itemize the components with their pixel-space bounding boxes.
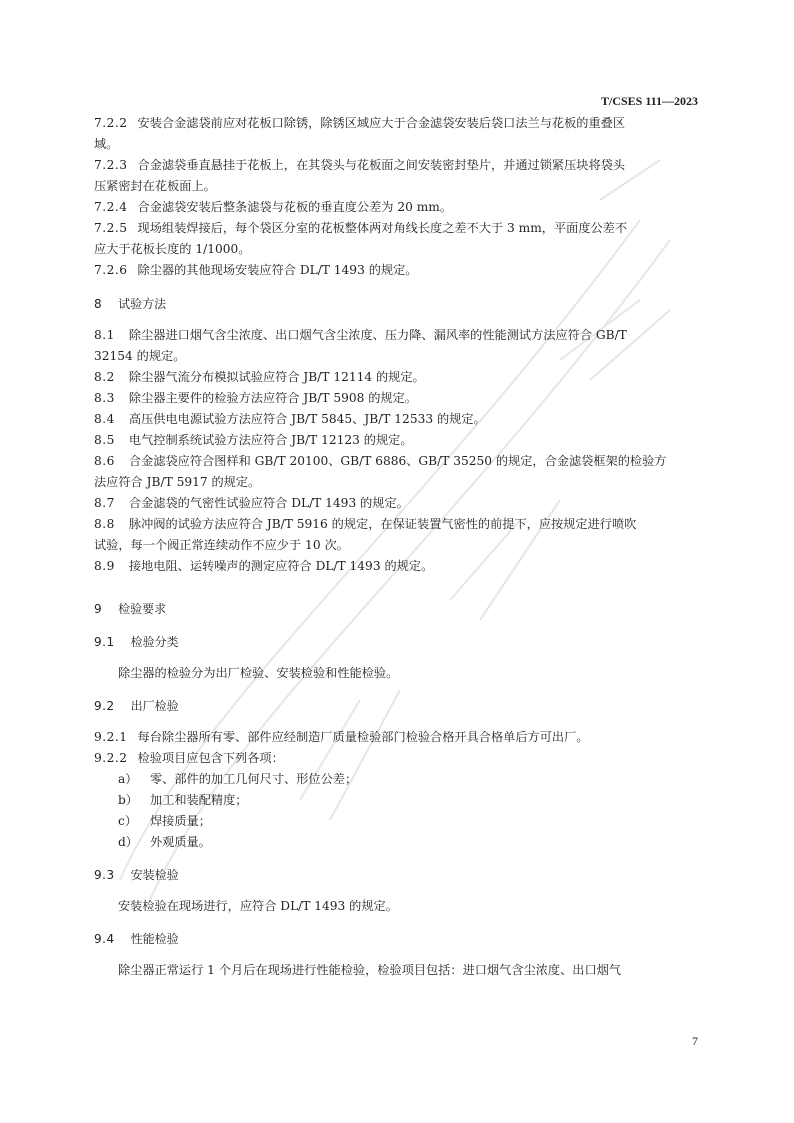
clause-text: 安装合金滤袋前应对花板口除锈，除锈区域应大于合金滤袋安装后袋口法兰与花板的重叠区 xyxy=(137,116,626,130)
clause-8-2 xyxy=(94,367,698,388)
clause-number: 7.2.6 xyxy=(94,263,128,277)
clause-9-2-1 xyxy=(94,727,698,748)
clause-8-1 xyxy=(94,325,698,346)
paragraph: 除尘器的检验分为出厂检验、安装检验和性能检验。 xyxy=(118,666,399,680)
clause-number: 8.8 xyxy=(94,517,115,531)
clause-text: 合金滤袋安装后整条滤袋与花板的垂直度公差为 20 mm。 xyxy=(137,200,453,214)
clause-text: 合金滤袋垂直悬挂于花板上，在其袋头与花板面之间安装密封垫片，并通过锁紧压块将袋头 xyxy=(137,158,626,172)
document-id-header: T/CSES 111—2023 xyxy=(600,94,698,108)
clause-number: 8.2 xyxy=(94,370,115,384)
subsection-number: 9.3 xyxy=(94,868,115,882)
clause-7-2-6 xyxy=(94,260,698,281)
clause-text: 检验项目应包含下列各项： xyxy=(137,751,284,765)
list-item xyxy=(94,811,698,832)
clause-number: 9.2.1 xyxy=(94,730,128,744)
paragraph: 安装检验在现场进行，应符合 DL/T 1493 的规定。 xyxy=(118,899,398,913)
clause-continuation: 试验，每一个阀正常连续动作不应少于 10 次。 xyxy=(94,538,349,552)
list-item xyxy=(94,790,698,811)
subsection-heading-9-4 xyxy=(94,929,698,950)
clause-text: 高压供电电源试验方法应符合 JB/T 5845、JB/T 12533 的规定。 xyxy=(128,412,486,426)
clause-8-9 xyxy=(94,556,698,577)
clause-7-2-5 xyxy=(94,218,698,239)
subsection-heading-9-1 xyxy=(94,632,698,653)
section-heading-9 xyxy=(94,599,698,620)
section-number: 8 xyxy=(94,297,103,311)
clause-8-8 xyxy=(94,514,698,535)
clause-7-2-2 xyxy=(94,113,698,134)
list-marker: d） xyxy=(118,835,138,849)
list-text: 零、部件的加工几何尺寸、形位公差； xyxy=(150,772,358,786)
clause-8-5 xyxy=(94,430,698,451)
clause-text: 现场组装焊接后，每个袋区分室的花板整体两对角线长度之差不大于 3 mm，平面度公差不 xyxy=(137,221,628,235)
section-title: 试验方法 xyxy=(118,297,167,311)
clause-continuation: 应大于花板长度的 1/1000。 xyxy=(94,242,251,256)
subsection-number: 9.4 xyxy=(94,932,115,946)
clause-continuation: 32154 的规定。 xyxy=(94,349,186,363)
list-text: 加工和装配精度； xyxy=(150,793,248,807)
subsection-title: 出厂检验 xyxy=(130,699,179,713)
section-number: 9 xyxy=(94,602,103,616)
subsection-number: 9.1 xyxy=(94,635,115,649)
subsection-heading-9-3 xyxy=(94,865,698,886)
clause-number: 8.5 xyxy=(94,433,115,447)
clause-continuation: 压紧密封在花板面上。 xyxy=(94,179,216,193)
clause-number: 8.3 xyxy=(94,391,115,405)
clause-text: 合金滤袋的气密性试验应符合 DL/T 1493 的规定。 xyxy=(128,496,409,510)
subsection-title: 安装检验 xyxy=(130,868,179,882)
clause-text: 电气控制系统试验方法应符合 JB/T 12123 的规定。 xyxy=(128,433,413,447)
clause-number: 7.2.5 xyxy=(94,221,128,235)
list-marker: a） xyxy=(118,772,138,786)
clause-text: 合金滤袋应符合图样和 GB/T 20100、GB/T 6886、GB/T 35250 的规定，合金滤袋框架的检验方 xyxy=(128,454,667,468)
list-text: 焊接质量； xyxy=(150,814,211,828)
subsection-heading-9-2 xyxy=(94,696,698,717)
clause-8-4 xyxy=(94,409,698,430)
clause-7-2-4 xyxy=(94,197,698,218)
clause-number: 7.2.4 xyxy=(94,200,128,214)
paragraph: 除尘器正常运行 1 个月后在现场进行性能检验，检验项目包括：进口烟气含尘浓度、出口烟气 xyxy=(118,963,622,977)
clause-number: 8.9 xyxy=(94,559,115,573)
subsection-title: 性能检验 xyxy=(130,932,179,946)
list-item xyxy=(94,769,698,790)
clause-number: 8.4 xyxy=(94,412,115,426)
section-title: 检验要求 xyxy=(118,602,167,616)
page-number: 7 xyxy=(692,1034,698,1048)
clause-8-7 xyxy=(94,493,698,514)
subsection-title: 检验分类 xyxy=(130,635,179,649)
clause-text: 接地电阻、运转噪声的测定应符合 DL/T 1493 的规定。 xyxy=(128,559,434,573)
section-heading-8 xyxy=(94,294,698,315)
clause-number: 8.7 xyxy=(94,496,115,510)
clause-continuation: 法应符合 JB/T 5917 的规定。 xyxy=(94,475,261,489)
subsection-number: 9.2 xyxy=(94,699,115,713)
clause-9-2-2 xyxy=(94,748,698,769)
clause-7-2-3 xyxy=(94,155,698,176)
clause-text: 除尘器进口烟气含尘浓度、出口烟气含尘浓度、压力降、漏风率的性能测试方法应符合 GB/T xyxy=(128,328,627,342)
clause-number: 9.2.2 xyxy=(94,751,128,765)
list-marker: b） xyxy=(118,793,138,807)
clause-text: 每台除尘器所有零、部件应经制造厂质量检验部门检验合格开具合格单后方可出厂。 xyxy=(137,730,589,744)
clause-number: 8.6 xyxy=(94,454,115,468)
clause-text: 脉冲阀的试验方法应符合 JB/T 5916 的规定，在保证装置气密性的前提下，应按规定进行喷吹 xyxy=(128,517,637,531)
clause-number: 8.1 xyxy=(94,328,115,342)
clause-number: 7.2.3 xyxy=(94,158,128,172)
clause-continuation: 域。 xyxy=(94,137,119,151)
clause-text: 除尘器的其他现场安装应符合 DL/T 1493 的规定。 xyxy=(137,263,418,277)
clause-8-3 xyxy=(94,388,698,409)
document-body xyxy=(94,113,698,981)
list-item xyxy=(94,832,698,853)
clause-text: 除尘器主要件的检验方法应符合 JB/T 5908 的规定。 xyxy=(128,391,417,405)
clause-8-6 xyxy=(94,451,698,472)
list-text: 外观质量。 xyxy=(150,835,211,849)
list-marker: c） xyxy=(118,814,138,828)
clause-text: 除尘器气流分布模拟试验应符合 JB/T 12114 的规定。 xyxy=(128,370,425,384)
clause-number: 7.2.2 xyxy=(94,116,128,130)
